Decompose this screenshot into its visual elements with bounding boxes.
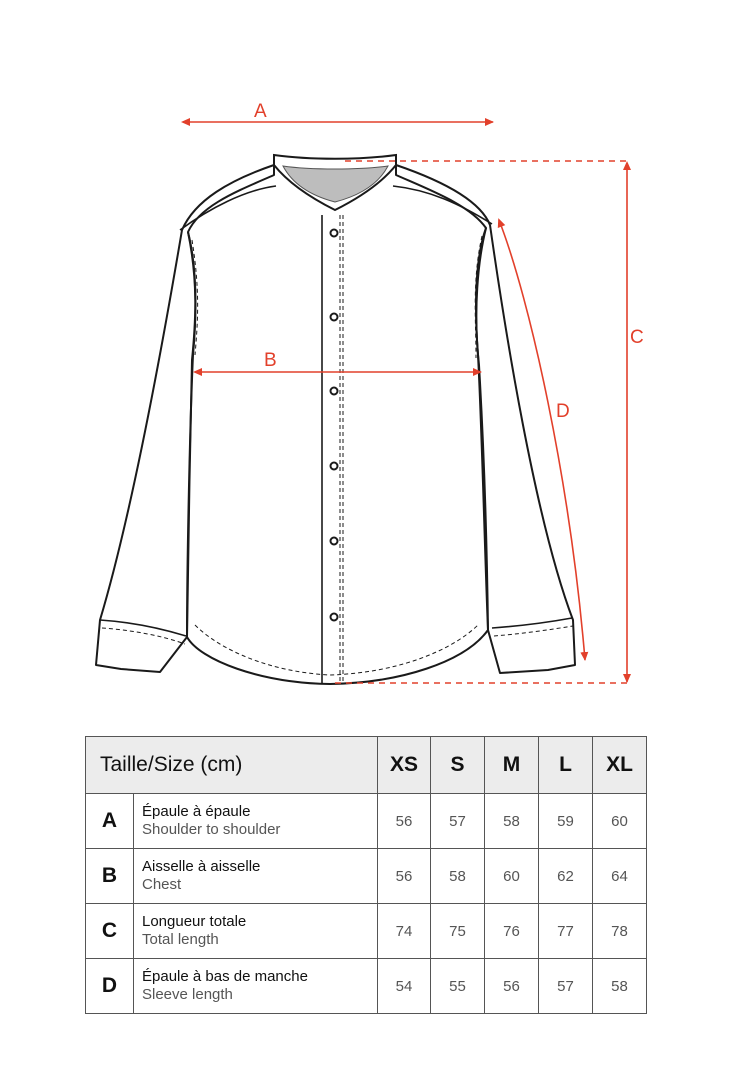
row-label-en: Total length	[142, 931, 219, 948]
left-sleeve	[96, 165, 274, 672]
measure-b-label: B	[264, 350, 277, 371]
row-description	[134, 794, 378, 849]
table-cell: 74	[378, 904, 431, 959]
size-header-xl: XL	[593, 737, 647, 794]
row-letter: D	[86, 959, 134, 1014]
right-cuff	[492, 618, 572, 628]
table-cell: 57	[431, 794, 485, 849]
row-letter: C	[86, 904, 134, 959]
size-header-xs: XS	[378, 737, 431, 794]
table-cell: 75	[431, 904, 485, 959]
measure-d-label: D	[556, 401, 570, 422]
row-label-fr: Épaule à épaule	[142, 803, 251, 820]
table-cell: 56	[485, 959, 539, 1014]
row-label-en: Sleeve length	[142, 986, 233, 1003]
button	[331, 388, 338, 395]
table-cell: 62	[539, 849, 593, 904]
size-header-s: S	[431, 737, 485, 794]
size-chart-table	[85, 736, 647, 1014]
button	[331, 314, 338, 321]
table-row	[86, 794, 647, 849]
table-row	[86, 959, 647, 1014]
table-cell: 57	[539, 959, 593, 1014]
row-label-fr: Aisselle à aisselle	[142, 858, 261, 875]
row-description	[134, 904, 378, 959]
table-cell: 60	[485, 849, 539, 904]
left-cuff	[100, 620, 186, 636]
button	[331, 463, 338, 470]
table-cell: 56	[378, 794, 431, 849]
table-cell: 56	[378, 849, 431, 904]
table-cell: 58	[431, 849, 485, 904]
row-label-fr: Longueur totale	[142, 913, 247, 930]
size-header-l: L	[539, 737, 593, 794]
measure-a-label: A	[254, 101, 267, 122]
table-cell: 58	[593, 959, 647, 1014]
table-cell: 55	[431, 959, 485, 1014]
table-cell: 77	[539, 904, 593, 959]
measure-d-arrow	[499, 220, 585, 660]
table-cell: 60	[593, 794, 647, 849]
row-description	[134, 849, 378, 904]
table-title: Taille/Size (cm)	[86, 737, 378, 794]
table-cell: 64	[593, 849, 647, 904]
row-label-fr: Épaule à bas de manche	[142, 968, 308, 985]
left-yoke-seam	[180, 186, 276, 230]
measure-c-label: C	[630, 327, 644, 348]
row-description	[134, 959, 378, 1014]
shirt-buttons	[331, 230, 338, 621]
button	[331, 538, 338, 545]
row-label-en: Chest	[142, 876, 182, 893]
table-cell: 78	[593, 904, 647, 959]
row-letter: A	[86, 794, 134, 849]
table-cell: 54	[378, 959, 431, 1014]
size-header-m: M	[485, 737, 539, 794]
table-header-row	[86, 737, 647, 794]
row-label-en: Shoulder to shoulder	[142, 821, 281, 838]
table-cell: 76	[485, 904, 539, 959]
collar	[274, 155, 396, 210]
right-sleeve	[396, 165, 575, 673]
shirt-outline	[96, 165, 575, 684]
table-row	[86, 904, 647, 959]
table-cell: 58	[485, 794, 539, 849]
table-cell: 59	[539, 794, 593, 849]
table-row	[86, 849, 647, 904]
button	[331, 230, 338, 237]
shirt-body	[187, 165, 488, 684]
row-letter: B	[86, 849, 134, 904]
button	[331, 614, 338, 621]
